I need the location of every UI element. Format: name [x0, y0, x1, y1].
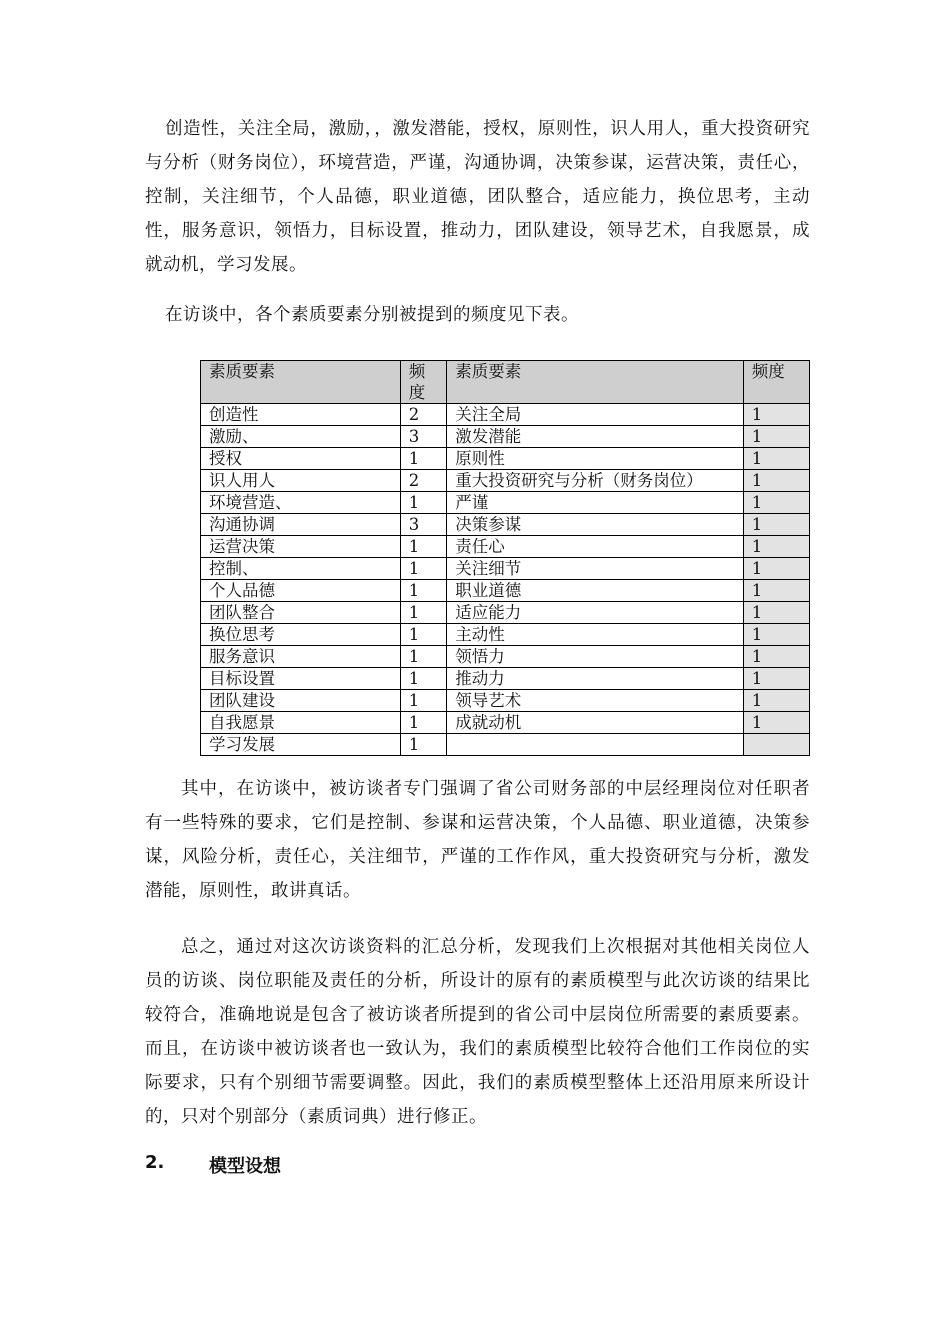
cell-element-left: 自我愿景	[201, 712, 401, 734]
cell-frequency-right: 1	[743, 668, 809, 690]
paragraph-table-intro: 在访谈中，各个素质要素分别被提到的频度见下表。	[165, 305, 579, 325]
cell-frequency-right: 1	[743, 448, 809, 470]
cell-frequency-right: 1	[743, 514, 809, 536]
section-number: 2.	[145, 1152, 165, 1173]
header-frequency-1: 频度	[400, 361, 447, 404]
table-row	[201, 558, 810, 580]
cell-element-right: 领导艺术	[447, 690, 744, 712]
cell-element-right	[447, 734, 744, 756]
table-row	[201, 514, 810, 536]
cell-frequency-right: 1	[743, 602, 809, 624]
section-heading	[145, 1152, 281, 1178]
cell-element-left: 个人品德	[201, 580, 401, 602]
cell-frequency-left: 1	[400, 690, 447, 712]
cell-element-right: 关注全局	[447, 404, 744, 426]
cell-frequency-right: 1	[743, 404, 809, 426]
cell-element-left: 沟通协调	[201, 514, 401, 536]
cell-frequency-left: 2	[400, 404, 447, 426]
table-row	[201, 580, 810, 602]
cell-element-left: 控制、	[201, 558, 401, 580]
header-frequency-2: 频度	[743, 361, 809, 404]
cell-frequency-left: 1	[400, 536, 447, 558]
cell-frequency-right: 1	[743, 690, 809, 712]
cell-element-right: 主动性	[447, 624, 744, 646]
cell-frequency-left: 1	[400, 668, 447, 690]
frequency-table-wrapper	[200, 360, 810, 756]
cell-element-left: 授权	[201, 448, 401, 470]
table-header-row	[201, 361, 810, 404]
cell-frequency-right: 1	[743, 712, 809, 734]
cell-element-left: 团队整合	[201, 602, 401, 624]
cell-element-right: 适应能力	[447, 602, 744, 624]
cell-frequency-left: 1	[400, 712, 447, 734]
cell-frequency-left: 1	[400, 602, 447, 624]
frequency-table	[200, 360, 810, 756]
cell-element-right: 关注细节	[447, 558, 744, 580]
table-row	[201, 624, 810, 646]
cell-frequency-right: 1	[743, 426, 809, 448]
table-row	[201, 448, 810, 470]
table-row	[201, 734, 810, 756]
table-row	[201, 690, 810, 712]
cell-element-left: 服务意识	[201, 646, 401, 668]
cell-element-left: 创造性	[201, 404, 401, 426]
table-row	[201, 668, 810, 690]
cell-element-left: 换位思考	[201, 624, 401, 646]
cell-element-right: 责任心	[447, 536, 744, 558]
cell-element-right: 激发潜能	[447, 426, 744, 448]
header-element-1: 素质要素	[201, 361, 401, 404]
cell-frequency-left: 2	[400, 470, 447, 492]
cell-frequency-right: 1	[743, 470, 809, 492]
paragraph-competency-list: 创造性，关注全局，激励，，激发潜能，授权，原则性，识人用人，重大投资研究与分析（财务岗位），环境营造，严谨，沟通协调，决策参谋，运营决策，责任心，控制，关注细节，个人品德，职业道德，团队整合，适应能力，换位思考，主动性，服务意识，领悟力，目标设置，推动力，团队建设，领导艺术，自我愿景，成就动机，学习发展。	[145, 119, 810, 275]
cell-element-left: 学习发展	[201, 734, 401, 756]
cell-element-left: 激励、	[201, 426, 401, 448]
cell-element-right: 原则性	[447, 448, 744, 470]
cell-element-right: 领悟力	[447, 646, 744, 668]
cell-frequency-left: 1	[400, 646, 447, 668]
cell-frequency-right: 1	[743, 580, 809, 602]
paragraph-special-requirements: 其中，在访谈中，被访谈者专门强调了省公司财务部的中层经理岗位对任职者有一些特殊的要求，它们是控制、参谋和运营决策，个人品德、职业道德，决策参谋，风险分析，责任心，关注细节，严谨的工作作风，重大投资研究与分析，激发潜能，原则性，敢讲真话。	[145, 779, 810, 901]
cell-frequency-left: 3	[400, 514, 447, 536]
cell-element-left: 团队建设	[201, 690, 401, 712]
cell-frequency-left: 1	[400, 580, 447, 602]
cell-element-right: 严谨	[447, 492, 744, 514]
table-row	[201, 536, 810, 558]
table-row	[201, 404, 810, 426]
cell-frequency-right: 1	[743, 558, 809, 580]
table-row	[201, 646, 810, 668]
cell-frequency-right: 1	[743, 624, 809, 646]
cell-element-right: 重大投资研究与分析（财务岗位）	[447, 470, 744, 492]
cell-frequency-left: 1	[400, 448, 447, 470]
cell-element-right: 决策参谋	[447, 514, 744, 536]
cell-element-left: 识人用人	[201, 470, 401, 492]
table-row	[201, 492, 810, 514]
cell-element-right: 职业道德	[447, 580, 744, 602]
cell-frequency-right: 1	[743, 646, 809, 668]
cell-frequency-left: 1	[400, 624, 447, 646]
cell-frequency-left: 3	[400, 426, 447, 448]
cell-frequency-left: 1	[400, 492, 447, 514]
cell-element-left: 目标设置	[201, 668, 401, 690]
cell-element-left: 环境营造、	[201, 492, 401, 514]
header-element-2: 素质要素	[447, 361, 744, 404]
table-row	[201, 470, 810, 492]
cell-frequency-right: 1	[743, 492, 809, 514]
cell-frequency-right: 1	[743, 536, 809, 558]
cell-frequency-right	[743, 734, 809, 756]
table-row	[201, 602, 810, 624]
paragraph-summary: 总之，通过对这次访谈资料的汇总分析，发现我们上次根据对其他相关岗位人员的访谈、岗位职能及责任的分析，所设计的原有的素质模型与此次访谈的结果比较符合，准确地说是包含了被访谈者所提到的省公司中层岗位所需要的素质要素。而且，在访谈中被访谈者也一致认为，我们的素质模型比较符合他们工作岗位的实际要求，只有个别细节需要调整。因此，我们的素质模型整体上还沿用原来所设计的，只对个别部分（素质词典）进行修正。	[145, 937, 810, 1127]
paragraph-summary-box	[145, 930, 810, 1134]
cell-element-left: 运营决策	[201, 536, 401, 558]
section-title: 模型设想	[209, 1156, 281, 1177]
cell-frequency-left: 1	[400, 734, 447, 756]
table-row	[201, 712, 810, 734]
cell-element-right: 推动力	[447, 668, 744, 690]
cell-frequency-left: 1	[400, 558, 447, 580]
table-row	[201, 426, 810, 448]
cell-element-right: 成就动机	[447, 712, 744, 734]
